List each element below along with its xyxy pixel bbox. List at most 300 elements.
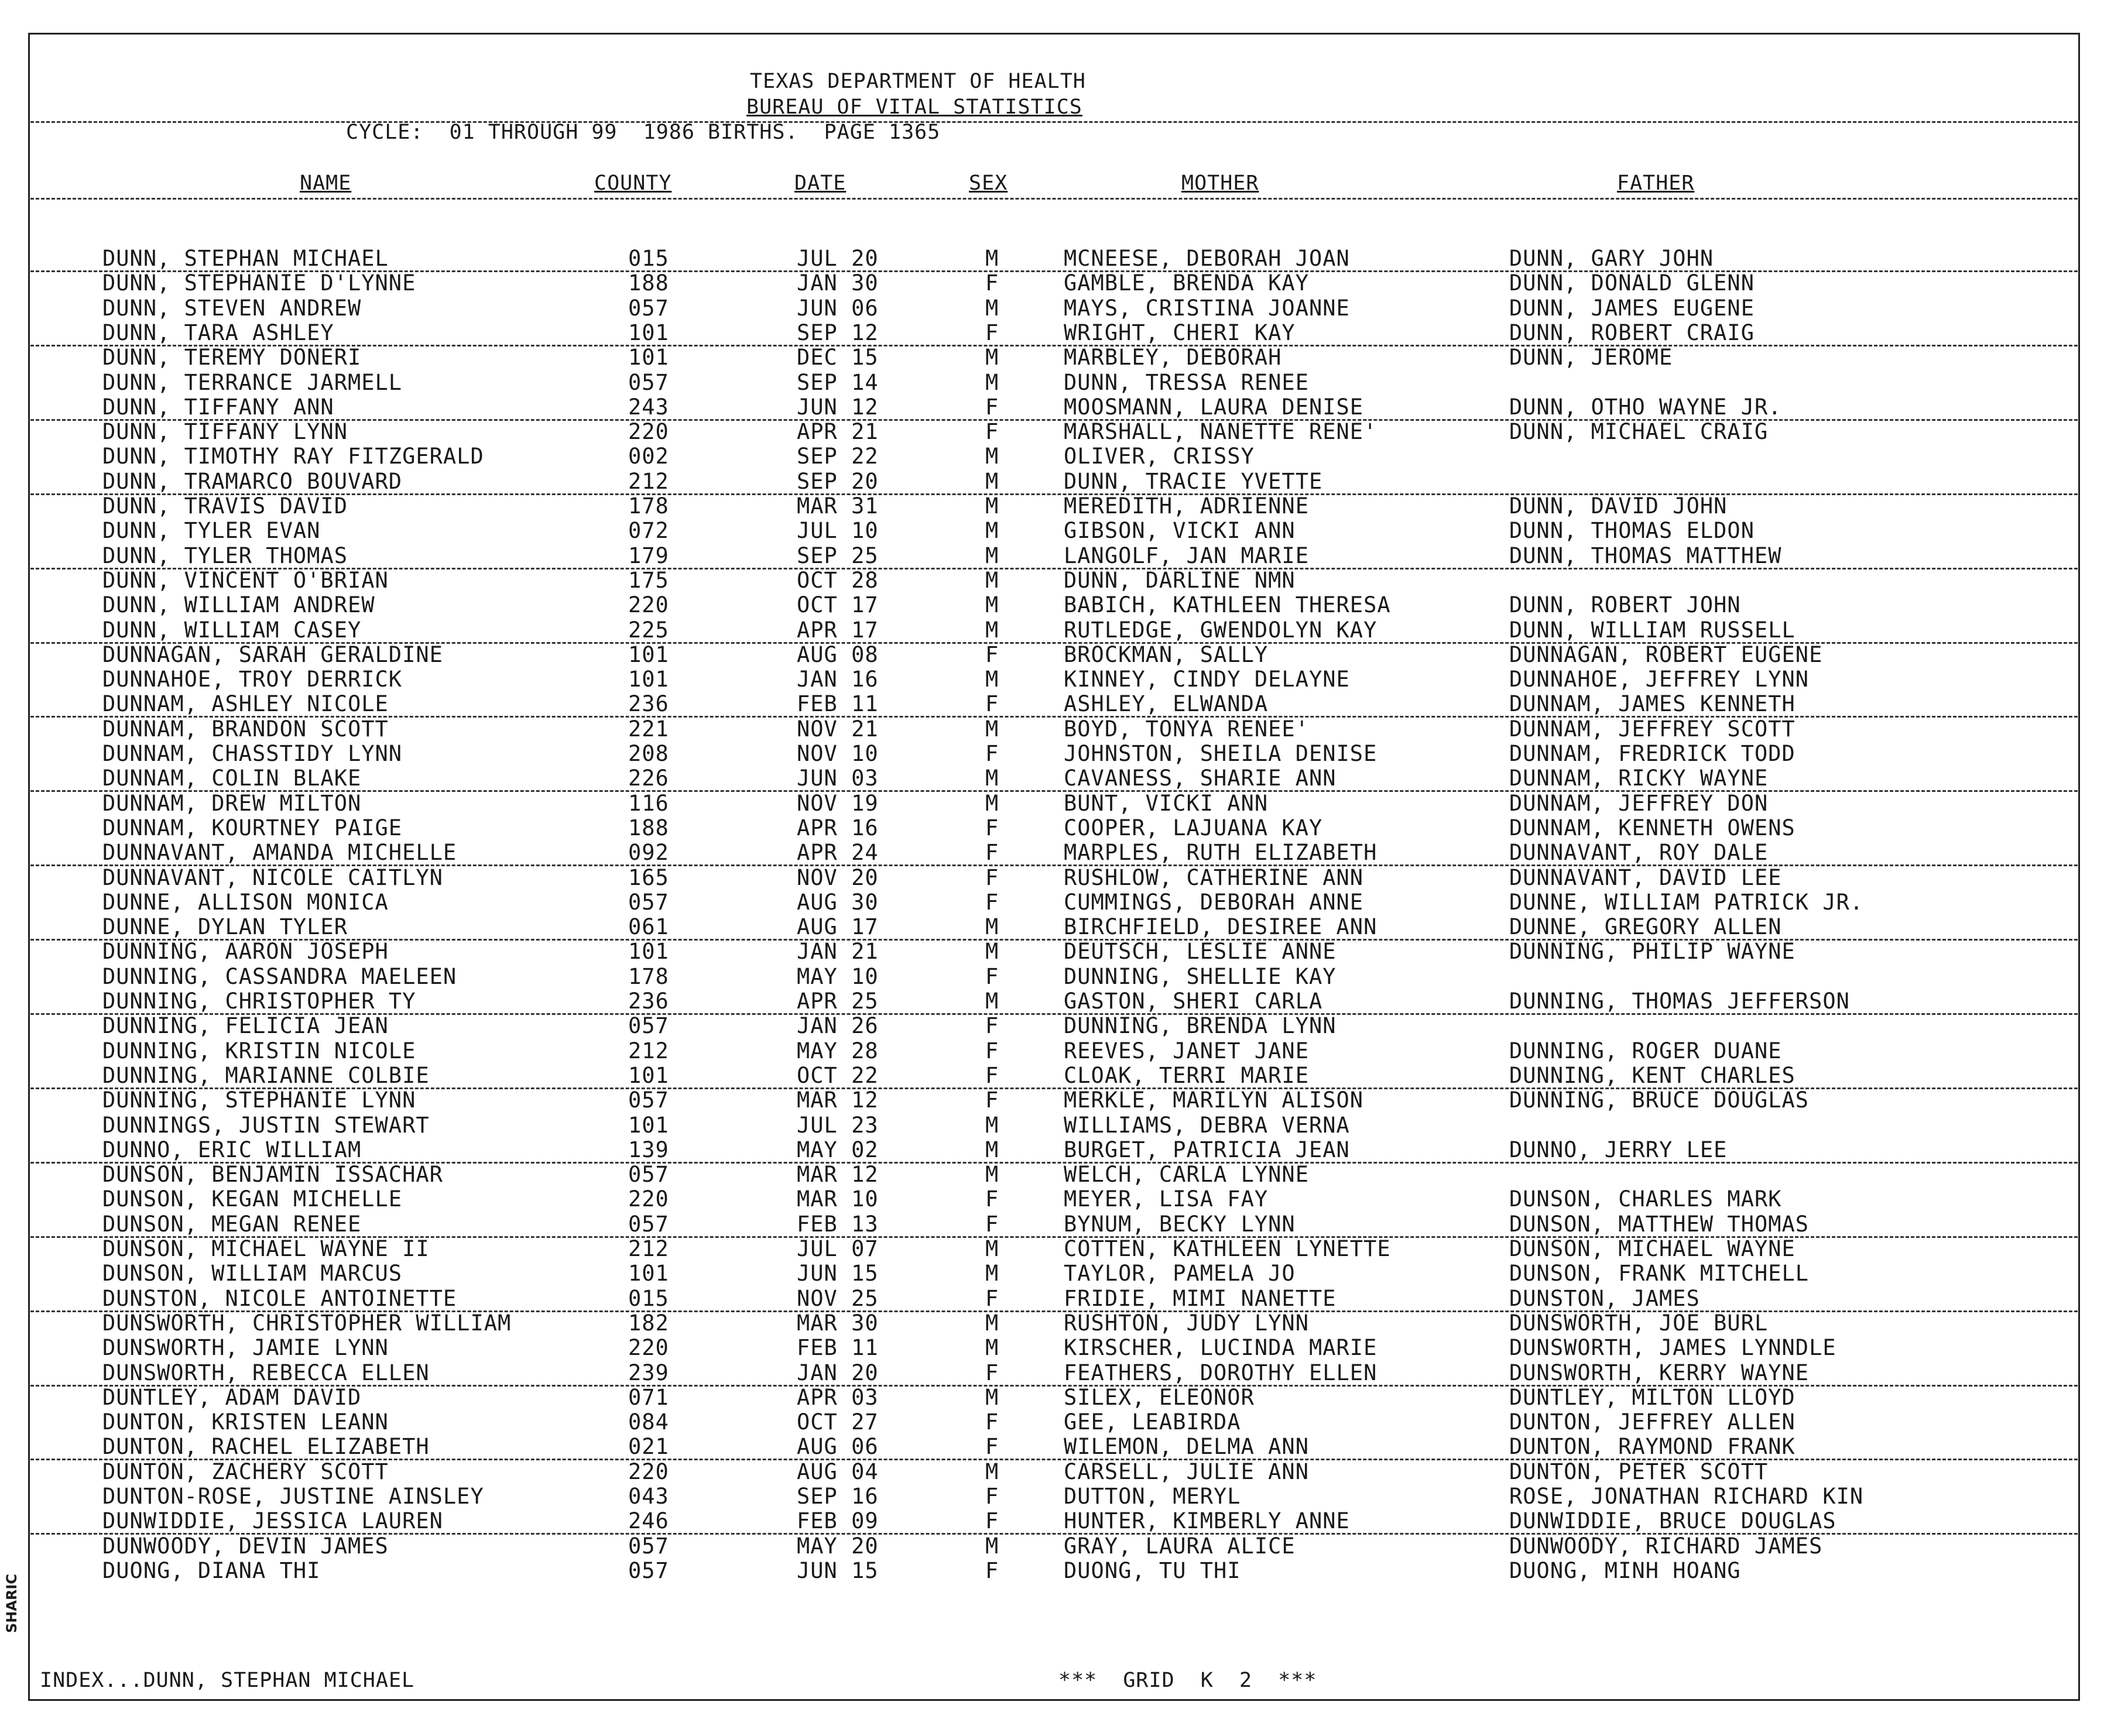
- record-father: DUNNAM, RICKY WAYNE: [1509, 766, 1769, 791]
- record-date: SEP 20: [797, 468, 879, 494]
- record-county: 101: [628, 320, 669, 345]
- record-mother: DUNNING, SHELLIE KAY: [1064, 963, 1337, 989]
- record-sex: F: [985, 1409, 999, 1435]
- record-father: DUNWIDDIE, BRUCE DOUGLAS: [1509, 1508, 1836, 1534]
- record-date: JAN 20: [797, 1360, 879, 1385]
- record-father: DUNN, MICHAEL CRAIG: [1509, 419, 1769, 445]
- record-row: [0, 1212, 2084, 1236]
- record-row: [0, 493, 2084, 518]
- record-mother: KINNEY, CINDY DELAYNE: [1064, 667, 1350, 692]
- record-date: AUG 30: [797, 889, 879, 915]
- record-date: OCT 27: [797, 1409, 879, 1435]
- record-father: DUNN, JAMES EUGENE: [1509, 295, 1755, 321]
- record-name: DUONG, DIANA THI: [102, 1557, 321, 1583]
- record-county: 212: [628, 1236, 669, 1261]
- record-name: DUNN, TRAMARCO BOUVARD: [102, 468, 403, 494]
- record-mother: BABICH, KATHLEEN THERESA: [1064, 592, 1391, 618]
- record-row: [0, 444, 2084, 468]
- record-name: DUNNINGS, JUSTIN STEWART: [102, 1112, 430, 1138]
- record-sex: M: [985, 295, 999, 321]
- record-father: DUNSWORTH, JOE BURL: [1509, 1310, 1769, 1336]
- record-row: [0, 1286, 2084, 1310]
- record-row: [0, 592, 2084, 617]
- record-mother: FRIDIE, MIMI NANETTE: [1064, 1285, 1337, 1311]
- record-date: MAR 12: [797, 1162, 879, 1188]
- record-county: 116: [628, 790, 669, 816]
- record-row: [0, 914, 2084, 939]
- record-date: NOV 20: [797, 864, 879, 890]
- record-row: [0, 642, 2084, 667]
- record-mother: CLOAK, TERRI MARIE: [1064, 1062, 1309, 1088]
- record-mother: GRAY, LAURA ALICE: [1064, 1533, 1296, 1559]
- record-father: DUNNING, KENT CHARLES: [1509, 1062, 1795, 1088]
- record-row: [0, 246, 2084, 270]
- record-date: FEB 11: [797, 1335, 879, 1361]
- record-father: DUNSWORTH, JAMES LYNNDLE: [1509, 1335, 1836, 1361]
- record-father: ROSE, JONATHAN RICHARD KIN: [1509, 1484, 1864, 1509]
- record-row: [0, 1162, 2084, 1186]
- record-county: 179: [628, 543, 669, 568]
- record-county: 178: [628, 963, 669, 989]
- record-row: [0, 469, 2084, 493]
- record-name: DUNNE, ALLISON MONICA: [102, 889, 389, 915]
- record-sex: F: [985, 1087, 999, 1113]
- record-name: DUNNING, AARON JOSEPH: [102, 939, 389, 965]
- record-county: 057: [628, 1162, 669, 1188]
- record-row: [0, 320, 2084, 345]
- record-mother: HUNTER, KIMBERLY ANNE: [1064, 1508, 1350, 1534]
- record-father: DUNNING, THOMAS JEFFERSON: [1509, 989, 1850, 1014]
- record-name: DUNN, TRAVIS DAVID: [102, 493, 348, 519]
- record-county: 178: [628, 493, 669, 519]
- record-sex: F: [985, 1013, 999, 1039]
- record-mother: GASTON, SHERI CARLA: [1064, 989, 1323, 1014]
- record-date: NOV 25: [797, 1285, 879, 1311]
- record-date: SEP 12: [797, 320, 879, 345]
- record-sex: M: [985, 1236, 999, 1261]
- record-father: DUNN, OTHO WAYNE JR.: [1509, 394, 1782, 420]
- record-father: DUNSWORTH, KERRY WAYNE: [1509, 1360, 1810, 1385]
- record-father: DUNSON, CHARLES MARK: [1509, 1186, 1782, 1212]
- record-row: [0, 1236, 2084, 1261]
- record-sex: M: [985, 468, 999, 494]
- record-sex: F: [985, 1211, 999, 1237]
- record-father: DUNNAGAN, ROBERT EUGENE: [1509, 641, 1823, 667]
- record-county: 101: [628, 1261, 669, 1286]
- record-mother: DUNN, TRESSA RENEE: [1064, 369, 1309, 395]
- record-sex: F: [985, 1285, 999, 1311]
- record-mother: KIRSCHER, LUCINDA MARIE: [1064, 1335, 1377, 1361]
- record-date: JUN 06: [797, 295, 879, 321]
- record-sex: M: [985, 1261, 999, 1286]
- record-father: DUNTLEY, MILTON LLOYD: [1509, 1384, 1795, 1410]
- column-header-mother: MOTHER: [1181, 171, 1259, 195]
- record-father: DUNN, DAVID JOHN: [1509, 493, 1728, 519]
- record-mother: CARSELL, JULIE ANN: [1064, 1459, 1309, 1484]
- record-row: [0, 840, 2084, 864]
- record-county: 071: [628, 1384, 669, 1410]
- record-sex: F: [985, 1360, 999, 1385]
- record-row: [0, 543, 2084, 568]
- record-date: FEB 09: [797, 1508, 879, 1534]
- record-county: 246: [628, 1508, 669, 1534]
- record-sex: M: [985, 989, 999, 1014]
- record-mother: BYNUM, BECKY LYNN: [1064, 1211, 1296, 1237]
- record-date: JUL 07: [797, 1236, 879, 1261]
- record-date: NOV 21: [797, 716, 879, 742]
- record-father: DUNNAM, FREDRICK TODD: [1509, 741, 1795, 766]
- record-row: [0, 1508, 2084, 1533]
- column-header-name: NAME: [300, 171, 352, 195]
- record-name: DUNN, TIFFANY LYNN: [102, 419, 348, 445]
- record-name: DUNNE, DYLAN TYLER: [102, 914, 348, 940]
- record-father: DUONG, MINH HOANG: [1509, 1557, 1741, 1583]
- record-name: DUNN, STEPHANIE D'LYNNE: [102, 270, 416, 296]
- record-mother: MARPLES, RUTH ELIZABETH: [1064, 840, 1377, 866]
- record-row: [0, 939, 2084, 963]
- record-name: DUNNAHOE, TROY DERRICK: [102, 667, 403, 692]
- record-county: 101: [628, 667, 669, 692]
- record-father: DUNNING, PHILIP WAYNE: [1509, 939, 1795, 965]
- record-row: [0, 617, 2084, 642]
- record-date: OCT 17: [797, 592, 879, 618]
- record-row: [0, 1533, 2084, 1558]
- record-father: DUNTON, PETER SCOTT: [1509, 1459, 1769, 1484]
- record-county: 057: [628, 1211, 669, 1237]
- record-county: 188: [628, 270, 669, 296]
- record-name: DUNN, TARA ASHLEY: [102, 320, 334, 345]
- record-row: [0, 766, 2084, 790]
- record-mother: SILEX, ELEONOR: [1064, 1384, 1255, 1410]
- record-sex: M: [985, 766, 999, 791]
- record-name: DUNWOODY, DEVIN JAMES: [102, 1533, 389, 1559]
- record-row: [0, 1360, 2084, 1385]
- record-county: 243: [628, 394, 669, 420]
- record-mother: DEUTSCH, LESLIE ANNE: [1064, 939, 1337, 965]
- record-row: [0, 1087, 2084, 1112]
- record-name: DUNNAM, ASHLEY NICOLE: [102, 691, 389, 717]
- record-county: 220: [628, 592, 669, 618]
- record-mother: MOOSMANN, LAURA DENISE: [1064, 394, 1364, 420]
- record-mother: COTTEN, KATHLEEN LYNETTE: [1064, 1236, 1391, 1261]
- record-mother: RUSHTON, JUDY LYNN: [1064, 1310, 1309, 1336]
- record-name: DUNN, WILLIAM CASEY: [102, 617, 362, 643]
- record-row: [0, 1038, 2084, 1063]
- record-county: 015: [628, 1285, 669, 1311]
- record-date: OCT 22: [797, 1062, 879, 1088]
- record-county: 226: [628, 766, 669, 791]
- record-father: DUNNAM, JEFFREY SCOTT: [1509, 716, 1795, 742]
- record-name: DUNN, VINCENT O'BRIAN: [102, 567, 389, 593]
- record-date: APR 24: [797, 840, 879, 866]
- record-name: DUNNING, KRISTIN NICOLE: [102, 1038, 416, 1063]
- record-date: MAR 30: [797, 1310, 879, 1336]
- record-mother: BUNT, VICKI ANN: [1064, 790, 1269, 816]
- record-row: [0, 1484, 2084, 1508]
- record-sex: F: [985, 864, 999, 890]
- record-date: NOV 10: [797, 741, 879, 766]
- record-county: 021: [628, 1434, 669, 1460]
- record-sex: F: [985, 815, 999, 840]
- record-name: DUNTLEY, ADAM DAVID: [102, 1384, 362, 1410]
- record-sex: F: [985, 641, 999, 667]
- record-sex: F: [985, 840, 999, 866]
- record-row: [0, 1063, 2084, 1087]
- record-name: DUNN, WILLIAM ANDREW: [102, 592, 375, 618]
- record-date: APR 21: [797, 419, 879, 445]
- record-row: [0, 1385, 2084, 1409]
- record-name: DUNTON-ROSE, JUSTINE AINSLEY: [102, 1484, 484, 1509]
- record-county: 084: [628, 1409, 669, 1435]
- record-county: 057: [628, 1557, 669, 1583]
- record-row: [0, 1113, 2084, 1137]
- record-county: 188: [628, 815, 669, 840]
- record-sex: M: [985, 493, 999, 519]
- record-name: DUNNAGAN, SARAH GERALDINE: [102, 641, 443, 667]
- record-sex: M: [985, 345, 999, 370]
- record-county: 220: [628, 1186, 669, 1212]
- record-county: 139: [628, 1137, 669, 1162]
- record-county: 061: [628, 914, 669, 940]
- record-sex: M: [985, 667, 999, 692]
- record-date: FEB 13: [797, 1211, 879, 1237]
- record-father: DUNNING, BRUCE DOUGLAS: [1509, 1087, 1810, 1113]
- record-sex: F: [985, 419, 999, 445]
- record-name: DUNN, TIFFANY ANN: [102, 394, 334, 420]
- record-row: [0, 667, 2084, 691]
- record-father: DUNN, THOMAS MATTHEW: [1509, 543, 1782, 568]
- record-name: DUNNING, MARIANNE COLBIE: [102, 1062, 430, 1088]
- record-name: DUNNING, CASSANDRA MAELEEN: [102, 963, 457, 989]
- record-name: DUNNAM, DREW MILTON: [102, 790, 362, 816]
- header-agency: TEXAS DEPARTMENT OF HEALTH: [750, 70, 1086, 93]
- record-mother: RUTLEDGE, GWENDOLYN KAY: [1064, 617, 1377, 643]
- record-row: [0, 419, 2084, 444]
- column-header-county: COUNTY: [594, 171, 672, 195]
- record-county: 057: [628, 889, 669, 915]
- record-sex: M: [985, 1533, 999, 1559]
- record-county: 212: [628, 1038, 669, 1063]
- record-row: [0, 1137, 2084, 1162]
- column-header-father: FATHER: [1617, 171, 1695, 195]
- record-date: APR 17: [797, 617, 879, 643]
- record-row: [0, 1558, 2084, 1583]
- record-mother: CAVANESS, SHARIE ANN: [1064, 766, 1337, 791]
- record-mother: COOPER, LAJUANA KAY: [1064, 815, 1323, 840]
- record-father: DUNNAHOE, JEFFREY LYNN: [1509, 667, 1810, 692]
- record-mother: BURGET, PATRICIA JEAN: [1064, 1137, 1350, 1162]
- record-name: DUNN, STEPHAN MICHAEL: [102, 246, 389, 271]
- record-name: DUNNAM, BRANDON SCOTT: [102, 716, 389, 742]
- record-name: DUNNAVANT, AMANDA MICHELLE: [102, 840, 457, 866]
- record-date: AUG 06: [797, 1434, 879, 1460]
- record-date: MAR 10: [797, 1186, 879, 1212]
- record-row: [0, 964, 2084, 989]
- record-name: DUNNAVANT, NICOLE CAITLYN: [102, 864, 443, 890]
- record-sex: M: [985, 444, 999, 469]
- record-date: JUL 10: [797, 518, 879, 544]
- record-sex: F: [985, 1484, 999, 1509]
- record-name: DUNNING, FELICIA JEAN: [102, 1013, 389, 1039]
- record-row: [0, 989, 2084, 1013]
- record-date: MAY 10: [797, 963, 879, 989]
- record-name: DUNSON, MEGAN RENEE: [102, 1211, 362, 1237]
- record-row: [0, 791, 2084, 815]
- record-row: [0, 716, 2084, 741]
- record-father: DUNNE, GREGORY ALLEN: [1509, 914, 1782, 940]
- record-county: 239: [628, 1360, 669, 1385]
- record-county: 220: [628, 419, 669, 445]
- record-county: 015: [628, 246, 669, 271]
- record-date: SEP 22: [797, 444, 879, 469]
- record-row: [0, 1186, 2084, 1211]
- record-county: 101: [628, 1112, 669, 1138]
- record-date: NOV 19: [797, 790, 879, 816]
- record-mother: WILLIAMS, DEBRA VERNA: [1064, 1112, 1350, 1138]
- record-row: [0, 518, 2084, 543]
- record-father: DUNTON, JEFFREY ALLEN: [1509, 1409, 1795, 1435]
- record-name: DUNTON, ZACHERY SCOTT: [102, 1459, 389, 1484]
- record-name: DUNSWORTH, JAMIE LYNN: [102, 1335, 389, 1361]
- record-row: [0, 296, 2084, 320]
- record-sex: F: [985, 691, 999, 717]
- record-sex: M: [985, 1459, 999, 1484]
- record-date: JUN 15: [797, 1261, 879, 1286]
- footer-grid: *** GRID K 2 ***: [1058, 1669, 1317, 1692]
- record-date: JUN 12: [797, 394, 879, 420]
- record-date: AUG 17: [797, 914, 879, 940]
- record-date: MAR 31: [797, 493, 879, 519]
- record-mother: WILEMON, DELMA ANN: [1064, 1434, 1309, 1460]
- record-name: DUNN, TERRANCE JARMELL: [102, 369, 403, 395]
- column-header-divider: [30, 198, 2078, 200]
- record-mother: MERKLE, MARILYN ALISON: [1064, 1087, 1364, 1113]
- record-name: DUNNING, CHRISTOPHER TY: [102, 989, 416, 1014]
- record-date: DEC 15: [797, 345, 879, 370]
- record-father: DUNSON, FRANK MITCHELL: [1509, 1261, 1810, 1286]
- record-mother: BIRCHFIELD, DESIREE ANN: [1064, 914, 1377, 940]
- record-date: MAY 20: [797, 1533, 879, 1559]
- record-mother: MARSHALL, NANETTE RENE': [1064, 419, 1377, 445]
- record-mother: RUSHLOW, CATHERINE ANN: [1064, 864, 1364, 890]
- record-date: MAY 02: [797, 1137, 879, 1162]
- record-name: DUNNAM, COLIN BLAKE: [102, 766, 362, 791]
- record-mother: REEVES, JANET JANE: [1064, 1038, 1309, 1063]
- record-date: JUL 23: [797, 1112, 879, 1138]
- record-sex: F: [985, 1062, 999, 1088]
- record-sex: F: [985, 1186, 999, 1212]
- record-father: DUNN, DONALD GLENN: [1509, 270, 1755, 296]
- column-header-sex: SEX: [969, 171, 1008, 195]
- record-name: DUNN, TYLER THOMAS: [102, 543, 348, 568]
- record-date: JAN 21: [797, 939, 879, 965]
- record-father: DUNNE, WILLIAM PATRICK JR.: [1509, 889, 1864, 915]
- header-divider: [30, 121, 2078, 123]
- record-county: 175: [628, 567, 669, 593]
- record-name: DUNN, TIMOTHY RAY FITZGERALD: [102, 444, 484, 469]
- record-row: [0, 1335, 2084, 1360]
- record-father: DUNN, JEROME: [1509, 345, 1673, 370]
- record-row: [0, 1434, 2084, 1459]
- record-mother: LANGOLF, JAN MARIE: [1064, 543, 1309, 568]
- record-date: AUG 04: [797, 1459, 879, 1484]
- record-date: SEP 16: [797, 1484, 879, 1509]
- record-county: 092: [628, 840, 669, 866]
- record-sex: M: [985, 543, 999, 568]
- record-sex: M: [985, 914, 999, 940]
- record-mother: ASHLEY, ELWANDA: [1064, 691, 1269, 717]
- record-sex: F: [985, 1557, 999, 1583]
- record-county: 220: [628, 1335, 669, 1361]
- record-sex: M: [985, 1310, 999, 1336]
- record-father: DUNNAVANT, DAVID LEE: [1509, 864, 1782, 890]
- record-mother: GAMBLE, BRENDA KAY: [1064, 270, 1309, 296]
- record-father: DUNSON, MATTHEW THOMAS: [1509, 1211, 1810, 1237]
- record-name: DUNSON, WILLIAM MARCUS: [102, 1261, 403, 1286]
- record-sex: M: [985, 1384, 999, 1410]
- record-row: [0, 1409, 2084, 1434]
- record-date: APR 16: [797, 815, 879, 840]
- record-county: 101: [628, 641, 669, 667]
- record-sex: F: [985, 889, 999, 915]
- record-date: APR 03: [797, 1384, 879, 1410]
- record-father: DUNNO, JERRY LEE: [1509, 1137, 1728, 1162]
- record-county: 220: [628, 1459, 669, 1484]
- record-sex: M: [985, 716, 999, 742]
- record-mother: BROCKMAN, SALLY: [1064, 641, 1269, 667]
- record-county: 208: [628, 741, 669, 766]
- header-bureau: BUREAU OF VITAL STATISTICS: [746, 95, 1082, 119]
- record-name: DUNN, STEVEN ANDREW: [102, 295, 362, 321]
- record-father: DUNNAVANT, ROY DALE: [1509, 840, 1769, 866]
- record-county: 057: [628, 1087, 669, 1113]
- record-sex: M: [985, 369, 999, 395]
- record-mother: DUNNING, BRENDA LYNN: [1064, 1013, 1337, 1039]
- record-mother: MARBLEY, DEBORAH: [1064, 345, 1282, 370]
- record-name: DUNSWORTH, REBECCA ELLEN: [102, 1360, 430, 1385]
- record-row: [0, 1013, 2084, 1038]
- record-sex: M: [985, 518, 999, 544]
- record-mother: GEE, LEABIRDA: [1064, 1409, 1241, 1435]
- record-name: DUNSWORTH, CHRISTOPHER WILLIAM: [102, 1310, 512, 1336]
- record-father: DUNNAM, KENNETH OWENS: [1509, 815, 1795, 840]
- record-sex: F: [985, 320, 999, 345]
- record-county: 043: [628, 1484, 669, 1509]
- record-sex: F: [985, 1508, 999, 1534]
- record-mother: MEREDITH, ADRIENNE: [1064, 493, 1309, 519]
- record-father: DUNSTON, JAMES: [1509, 1285, 1700, 1311]
- record-row: [0, 370, 2084, 394]
- record-date: JUN 03: [797, 766, 879, 791]
- record-sex: M: [985, 246, 999, 271]
- record-sex: F: [985, 394, 999, 420]
- record-father: DUNNAM, JEFFREY DON: [1509, 790, 1769, 816]
- record-mother: MAYS, CRISTINA JOANNE: [1064, 295, 1350, 321]
- record-sex: M: [985, 1137, 999, 1162]
- record-date: JUL 20: [797, 246, 879, 271]
- record-father: DUNN, THOMAS ELDON: [1509, 518, 1755, 544]
- record-row: [0, 568, 2084, 592]
- record-date: JAN 16: [797, 667, 879, 692]
- record-mother: WELCH, CARLA LYNNE: [1064, 1162, 1309, 1188]
- record-father: DUNSON, MICHAEL WAYNE: [1509, 1236, 1795, 1261]
- record-mother: BOYD, TONYA RENEE': [1064, 716, 1309, 742]
- record-county: 057: [628, 369, 669, 395]
- header-cycle: CYCLE: 01 THROUGH 99 1986 BIRTHS. PAGE 1365: [346, 121, 941, 144]
- record-mother: MCNEESE, DEBORAH JOAN: [1064, 246, 1350, 271]
- record-sex: F: [985, 741, 999, 766]
- record-name: DUNSON, MICHAEL WAYNE II: [102, 1236, 430, 1261]
